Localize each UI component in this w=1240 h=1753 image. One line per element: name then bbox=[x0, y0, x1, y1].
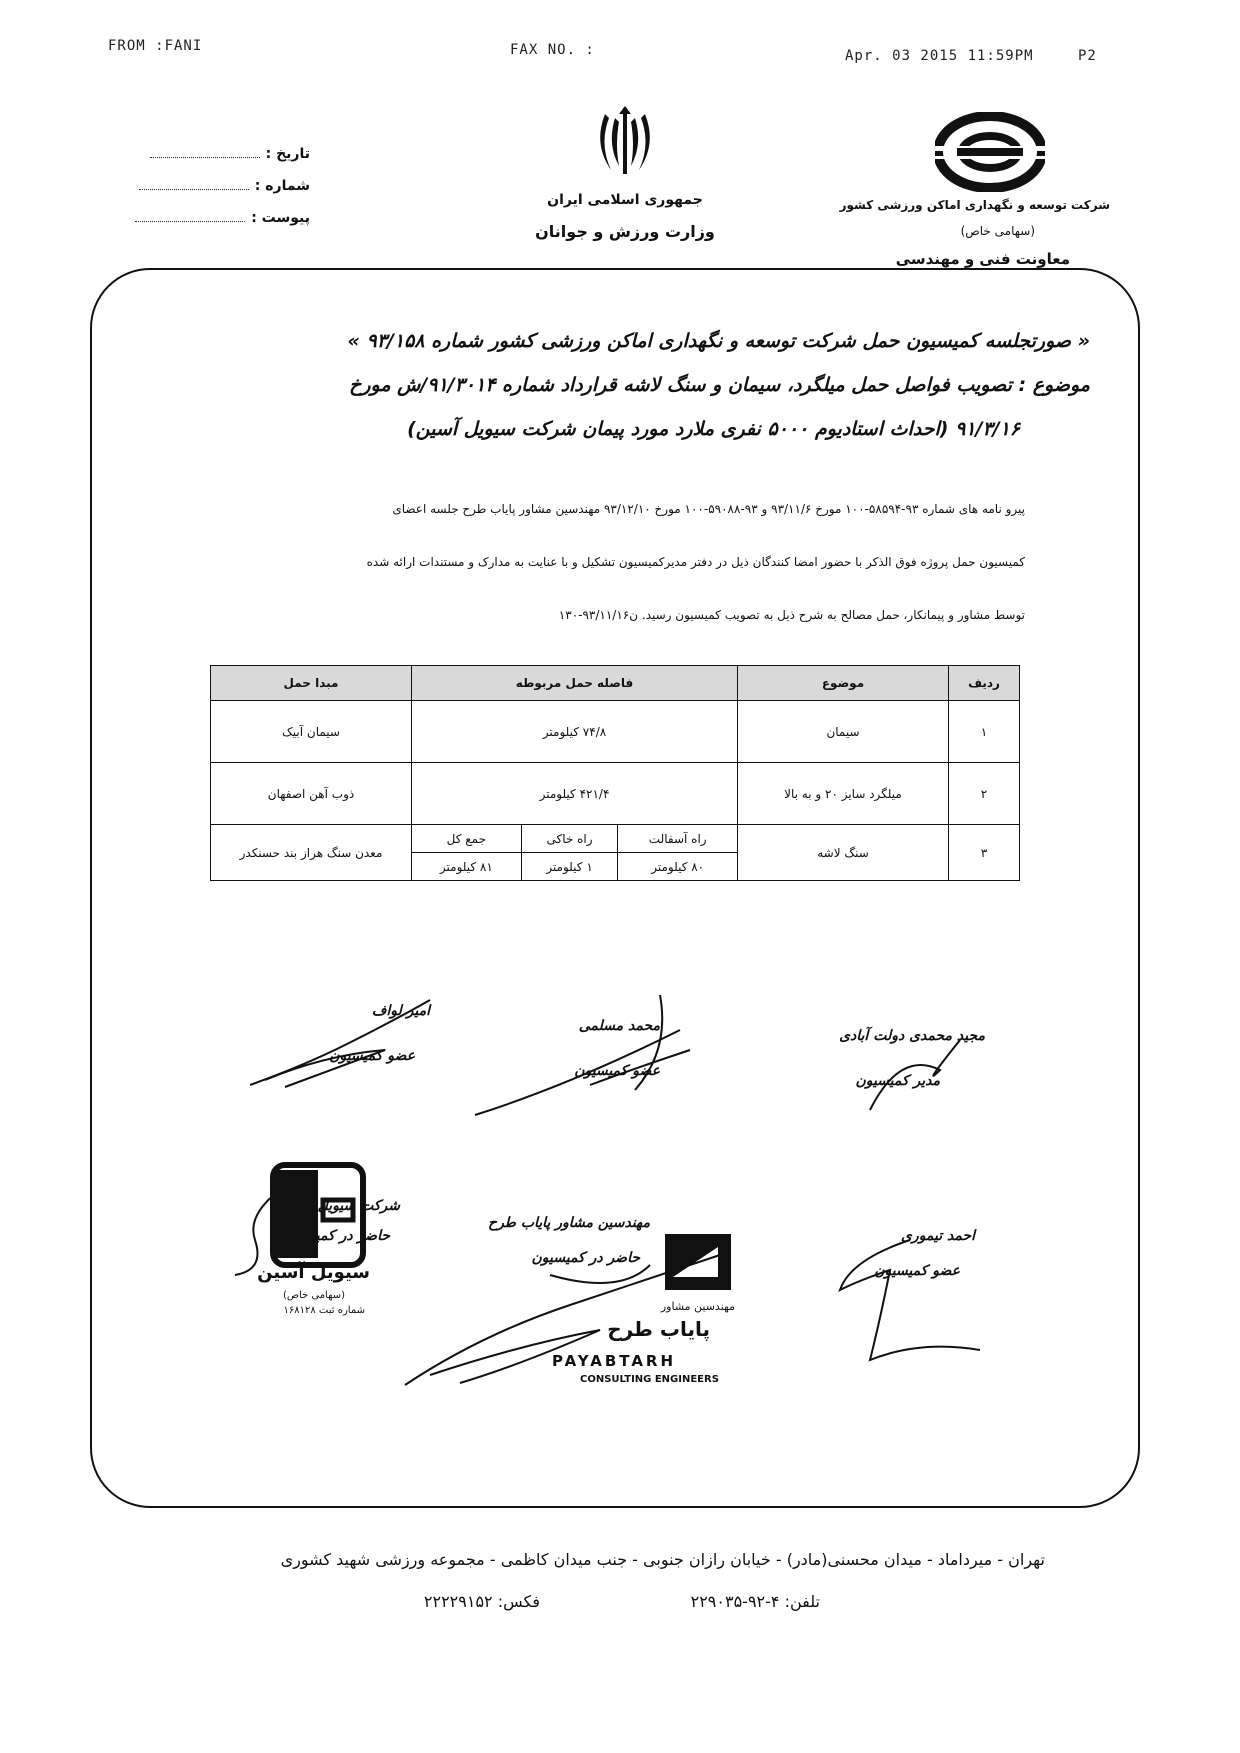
signature-4-stamp-name: سیویل آسین bbox=[257, 1262, 370, 1283]
fax-from: FROM :FANI bbox=[108, 38, 203, 54]
signature-2-scribble bbox=[470, 990, 710, 1120]
header-subject: موضوع bbox=[738, 666, 949, 701]
date-field bbox=[150, 146, 310, 162]
row-3-dirt-header: راه خاکی bbox=[521, 825, 618, 853]
body-line-2: کمیسیون حمل پروژه فوق الذکر با حضور امضا کنندگان ذیل در دفتر مدیرکمیسیون تشکیل و با عنایت به مدارک و مستندات ارائه شده bbox=[366, 555, 1025, 569]
signature-4-scribble bbox=[225, 1170, 305, 1280]
signature-4-role: حاضر در کمیسیون bbox=[281, 1228, 390, 1244]
row-2-subject: میلگرد سایز ۲۰ و به بالا bbox=[738, 763, 949, 825]
row-2-origin: ذوب آهن اصفهان bbox=[211, 763, 412, 825]
signature-5-stamp-persian: پایاب طرح bbox=[607, 1317, 710, 1341]
table-row bbox=[211, 763, 1020, 825]
title-line-2: موضوع : تصویب فواصل حمل میلگرد، سیمان و سنگ لاشه قرارداد شماره ۹۱/۳۰۱۴/ش مورخ bbox=[349, 374, 1090, 396]
signature-5-stamp-english: PAYABTARH bbox=[552, 1352, 677, 1370]
title-line-3: ۹۱/۳/۱۶ (احداث استادیوم ۵۰۰۰ نفری ملارد مورد پیمان شرکت سیویل آسین) bbox=[407, 418, 1020, 440]
fax-number: FAX NO. : bbox=[510, 42, 595, 58]
signature-5-role: حاضر در کمیسیون bbox=[531, 1250, 640, 1266]
company-type: (سهامی خاص) bbox=[960, 224, 1035, 238]
number-dots bbox=[139, 189, 249, 190]
signature-1-role: عضو کمیسیون bbox=[329, 1048, 415, 1064]
row-1-distance: ۷۴/۸ کیلومتر bbox=[412, 701, 738, 763]
signature-6-role: عضو کمیسیون bbox=[874, 1263, 960, 1279]
signature-4-company: شرکت سیویل آسین bbox=[282, 1198, 400, 1214]
table-header-row bbox=[211, 666, 1020, 701]
row-3-dirt-value: ۱ کیلومتر bbox=[521, 853, 618, 881]
company-logo-icon bbox=[935, 112, 1045, 192]
body-line-1: پیرو نامه های شماره ۹۳-۵۸۵۹۴-۱۰۰ مورخ ۹۳/۱۱/۶ و ۹۳-۵۹۰۸۸-۱۰۰ مورخ ۹۳/۱۲/۱۰ مهندسین مشاور پایاب طرح جلسه اعضای bbox=[392, 502, 1025, 516]
table-row bbox=[211, 701, 1020, 763]
fax-datetime: Apr. 03 2015 11:59PM bbox=[845, 48, 1034, 64]
signature-6-scribble bbox=[830, 1230, 990, 1370]
department-name: معاونت فنی و مهندسی bbox=[895, 250, 1070, 268]
row-3-origin: معدن سنگ هراز بند حسنکدر bbox=[211, 825, 412, 881]
row-3-number: ۳ bbox=[949, 825, 1020, 881]
row-3-asphalt-header: راه آسفالت bbox=[618, 825, 738, 853]
row-3-subject: سنگ لاشه bbox=[738, 825, 949, 881]
republic-text: جمهوری اسلامی ایران bbox=[547, 192, 703, 208]
signature-1-name: امیر لواف bbox=[371, 1003, 430, 1019]
header-distance: فاصله حمل مربوطه bbox=[412, 666, 738, 701]
signature-3-scribble bbox=[860, 1030, 980, 1120]
company-name: شرکت توسعه و نگهداری اماکن ورزشی کشور bbox=[839, 198, 1110, 212]
signature-4-stamp-type: (سهامی خاص) bbox=[282, 1290, 345, 1301]
signature-5-stamp-top: مهندسین مشاور bbox=[660, 1300, 735, 1313]
signature-3-name: مجید محمدی دولت آبادی bbox=[839, 1028, 985, 1044]
date-dots bbox=[150, 157, 260, 158]
title-line-1: « صورتجلسه کمیسیون حمل شرکت توسعه و نگهداری اماکن ورزشی کشور شماره ۹۳/۱۵۸ » bbox=[347, 330, 1090, 352]
row-1-subject: سیمان bbox=[738, 701, 949, 763]
row-3-asphalt-value: ۸۰ کیلومتر bbox=[618, 853, 738, 881]
transport-table bbox=[210, 665, 1020, 881]
number-field bbox=[139, 178, 310, 194]
footer-phone: تلفن: ۴-۹۲-۲۲۹۰۳۵ bbox=[690, 1592, 820, 1611]
signature-6-name: احمد تیموری bbox=[900, 1228, 975, 1244]
signature-5-stamp-english-2: CONSULTING ENGINEERS bbox=[580, 1374, 719, 1385]
signature-3-role: مدیر کمیسیون bbox=[855, 1073, 940, 1089]
row-3-total-value: ۸۱ کیلومتر bbox=[412, 853, 522, 881]
header-row-number: ردیف bbox=[949, 666, 1020, 701]
row-2-number: ۲ bbox=[949, 763, 1020, 825]
signature-4-stamp-registration: شماره ثبت ۱۶۸۱۲۸ bbox=[283, 1305, 365, 1316]
ministry-text: وزارت ورزش و جوانان bbox=[535, 222, 715, 241]
row-2-distance: ۴۲۱/۴ کیلومتر bbox=[412, 763, 738, 825]
attachment-dots bbox=[135, 221, 245, 222]
body-line-3: توسط مشاور و پیمانکار، حمل مصالح به شرح ذیل به تصویب کمیسیون رسید. ن۹۳/۱۱/۱۶-۱۳۰ bbox=[558, 608, 1025, 622]
signature-5-scribble bbox=[400, 1235, 730, 1390]
footer-fax: فکس: ۲۲۲۲۹۱۵۲ bbox=[423, 1592, 540, 1611]
date-label: تاریخ : bbox=[265, 146, 310, 162]
header-origin: مبدا حمل bbox=[211, 666, 412, 701]
table-row bbox=[211, 825, 1020, 853]
signature-1-scribble bbox=[245, 995, 435, 1095]
attachment-label: پیوست : bbox=[251, 210, 310, 226]
row-1-origin: سیمان آبیک bbox=[211, 701, 412, 763]
signature-2-role: عضو کمیسیون bbox=[574, 1063, 660, 1079]
row-1-number: ۱ bbox=[949, 701, 1020, 763]
number-label: شماره : bbox=[254, 178, 310, 194]
footer-address: تهران - میرداماد - میدان محسنی(مادر) - خیابان رازان جنوبی - جنب میدان کاظمی - مجموعه ورزشی شهید کشوری bbox=[280, 1550, 1045, 1569]
fax-page: P2 bbox=[1078, 48, 1097, 64]
row-3-total-header: جمع کل bbox=[412, 825, 522, 853]
iran-emblem-icon bbox=[585, 104, 665, 184]
signature-5-name: مهندسین مشاور پایاب طرح bbox=[488, 1215, 650, 1231]
attachment-field bbox=[135, 210, 310, 226]
signature-2-name: محمد مسلمی bbox=[578, 1018, 660, 1034]
